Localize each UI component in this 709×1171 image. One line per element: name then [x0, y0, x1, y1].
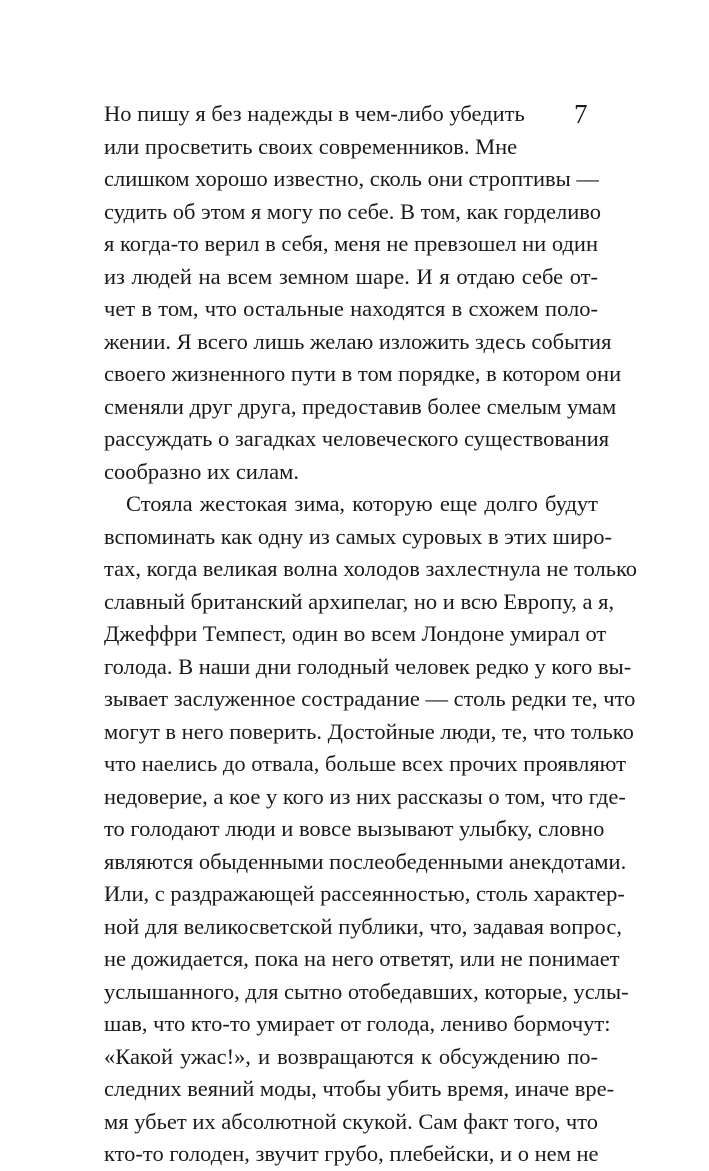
text-line: шав, что кто-то умирает от голода, лениво бормочут: [104, 1011, 611, 1036]
text-line: жении. Я всего лишь желаю изложить здесь события [104, 328, 612, 354]
text-line: кто-то голоден, звучит грубо, плебейски, и о нем не [104, 1141, 599, 1166]
text-line: голода. В наши дни голодный человек редко у кого вы- [104, 653, 632, 679]
text-line: могут в него поверить. Достойные люди, те, что только [104, 718, 634, 744]
text-line: услышанного, для сытно отобедавших, которые, услы- [104, 978, 629, 1004]
text-line: сменяли друг друга, предоставив более смелым умам [104, 393, 617, 419]
text-line: ной для великосветской публики, что, задавая вопрос, [104, 913, 622, 939]
text-line: зывает заслуженное сострадание — столь редки те, что [104, 686, 636, 711]
text-line: Или, с раздражающей рассеянностью, столь характер- [104, 881, 625, 906]
text-line: не дожидается, пока на него ответят, или не понимает [104, 946, 620, 971]
body-text [104, 98, 638, 1171]
text-line: «Какой ужас!», и возвращаются к обсуждению по- [104, 1043, 598, 1069]
text-line: тах, когда великая волна холодов захлестнула не только [104, 556, 638, 581]
text-line: судить об этом я могу по себе. В том, как горделиво [104, 198, 601, 224]
text-line: вспоминать как одну из самых суровых в этих широ- [104, 523, 612, 549]
text-line: что наелись до отвала, больше всех прочих проявляют [104, 751, 627, 776]
text-line: из людей на всем земном шаре. И я отдаю себе от- [104, 263, 598, 289]
text-line: являются обыденными послеобеденными анекдотами. [104, 848, 627, 874]
text-line: своего жизненного пути в том порядке, в котором они [104, 361, 622, 386]
text-line: сообразно их силам. [104, 458, 299, 484]
text-line: слишком хорошо известно, сколь они строптивы — [104, 166, 599, 191]
text-line: рассуждать о загадках человеческого существования [104, 426, 610, 451]
text-line: то голодают люди и вовсе вызывают улыбку, словно [104, 816, 605, 841]
text-line: следних веяний моды, чтобы убить время, иначе вре- [104, 1076, 615, 1101]
text-line: Но пишу я без надежды в чем-либо убедить [104, 101, 525, 126]
text-line: мя убьет их абсолютной скукой. Сам факт того, что [104, 1108, 598, 1134]
text-line: Джеффри Темпест, один во всем Лондоне умирал от [104, 621, 607, 646]
page-number: 7 [574, 99, 588, 129]
text-line: славный британский архипелаг, но и всю Европу, а я, [104, 588, 615, 614]
text-line: недоверие, а кое у кого из них рассказы о том, что где- [104, 783, 626, 809]
text-line: или просветить своих современников. Мне [104, 133, 518, 159]
text-line: чет в том, что остальные находятся в схожем поло- [104, 296, 598, 321]
text-line: я когда-то верил в себя, меня не превзошел ни один [104, 231, 598, 256]
text-line: Стояла жестокая зима, которую еще долго будут [126, 491, 598, 516]
